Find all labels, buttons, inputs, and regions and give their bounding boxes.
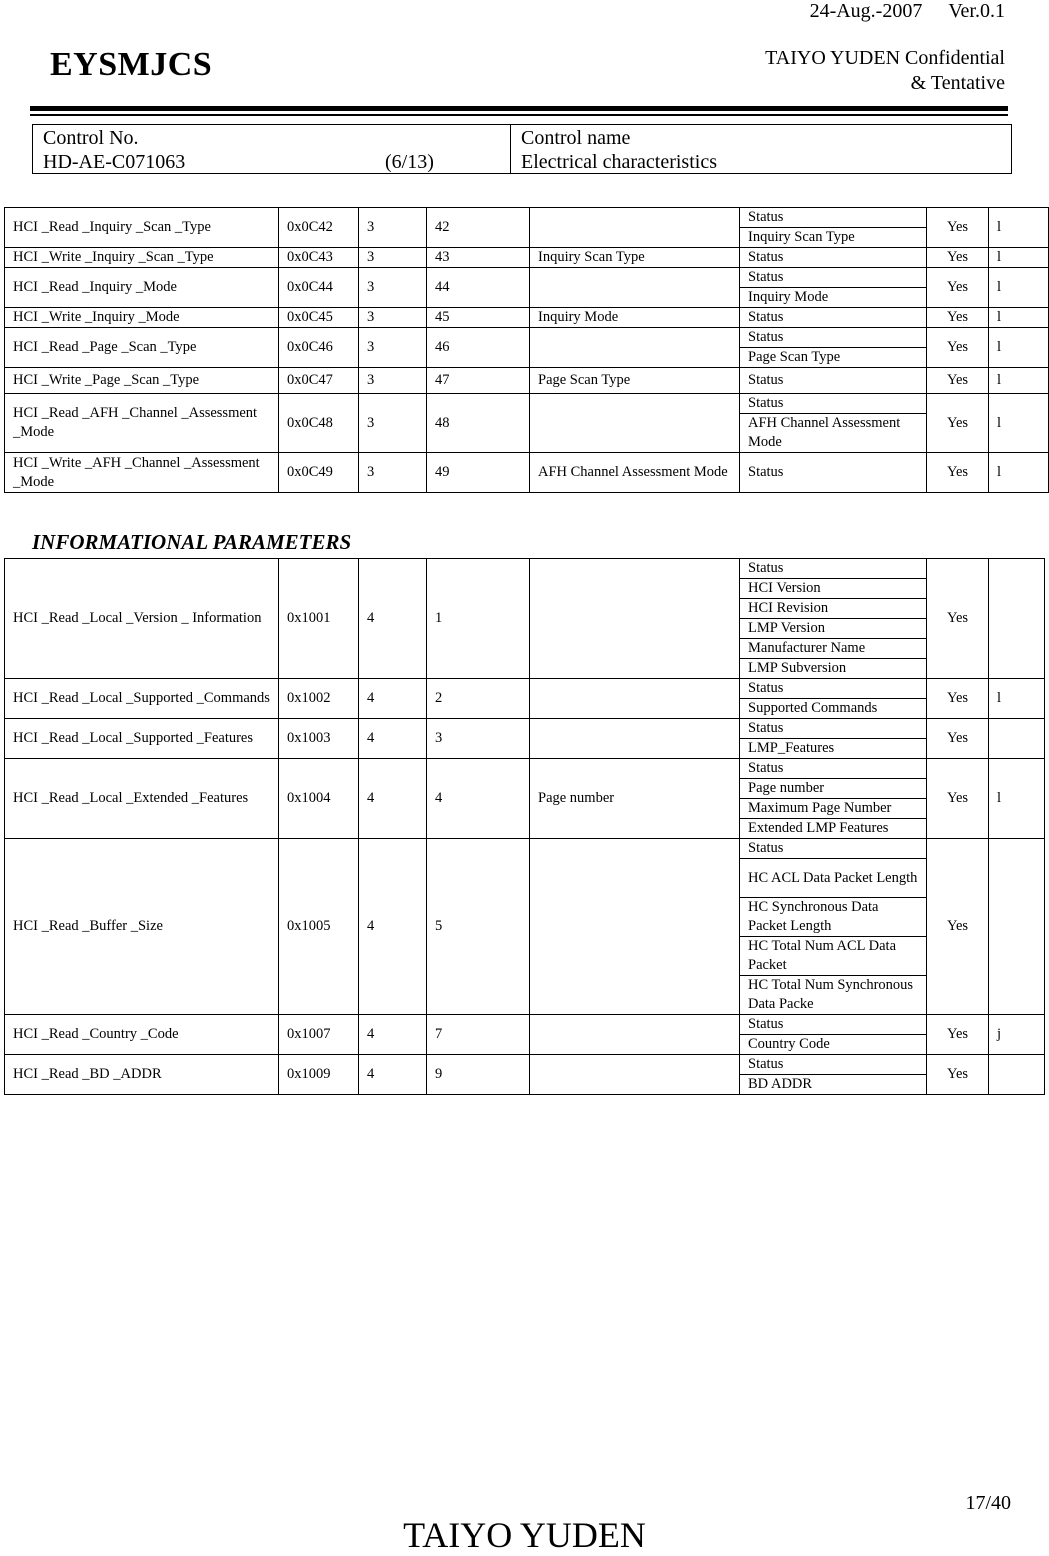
return-parameter: Status (740, 268, 927, 288)
return-parameter: Country Code (740, 1035, 927, 1055)
support-mark: l (989, 368, 1049, 394)
command-name: HCI _Read _AFH _Channel _Assessment _Mode (5, 394, 279, 453)
command-name: HCI _Read _Inquiry _Scan _Type (5, 208, 279, 248)
return-parameter: Extended LMP Features (740, 819, 927, 839)
ogf-group: 3 (359, 394, 427, 453)
return-parameter: Inquiry Scan Type (740, 228, 927, 248)
ocf-code: 0x0C42 (279, 208, 359, 248)
table-2-body (5, 559, 1045, 1095)
command-name: HCI _Read _Local _Supported _Commands (5, 679, 279, 719)
ogf-group: 3 (359, 308, 427, 328)
command-index: 1 (427, 559, 530, 679)
support-mark: l (989, 759, 1045, 839)
footer-company: TAIYO YUDEN (403, 1515, 646, 1555)
supported-flag: Yes (927, 759, 989, 839)
table-row (5, 394, 1049, 414)
return-parameter: Status (740, 368, 927, 394)
support-mark: l (989, 308, 1049, 328)
table-row (5, 839, 1045, 859)
table-1-body (5, 208, 1049, 493)
ogf-group: 4 (359, 759, 427, 839)
return-parameter: LMP_Features (740, 739, 927, 759)
ocf-code: 0x0C48 (279, 394, 359, 453)
command-parameter: Inquiry Mode (530, 308, 740, 328)
ocf-code: 0x0C45 (279, 308, 359, 328)
support-mark: l (989, 268, 1049, 308)
control-number-label: Control No. (43, 127, 139, 149)
command-name: HCI _Write _Inquiry _Mode (5, 308, 279, 328)
command-index: 2 (427, 679, 530, 719)
support-mark (989, 559, 1045, 679)
ocf-code: 0x1004 (279, 759, 359, 839)
command-parameter: Inquiry Scan Type (530, 248, 740, 268)
command-parameter (530, 839, 740, 1015)
header-rule-thin (30, 114, 1008, 116)
page-number: 17/40 (965, 1492, 1011, 1514)
ogf-group: 3 (359, 248, 427, 268)
command-parameter: Page Scan Type (530, 368, 740, 394)
supported-flag: Yes (927, 208, 989, 248)
command-name: HCI _Read _Page _Scan _Type (5, 328, 279, 368)
command-index: 43 (427, 248, 530, 268)
ocf-code: 0x1005 (279, 839, 359, 1015)
table-row (5, 1015, 1045, 1035)
command-parameter (530, 328, 740, 368)
table-row (5, 268, 1049, 288)
return-parameter: Status (740, 248, 927, 268)
supported-flag: Yes (927, 1055, 989, 1095)
command-parameter (530, 719, 740, 759)
return-parameter: LMP Version (740, 619, 927, 639)
command-parameter (530, 1055, 740, 1095)
command-index: 45 (427, 308, 530, 328)
section-title: INFORMATIONAL PARAMETERS (32, 530, 352, 554)
ogf-group: 3 (359, 328, 427, 368)
confidential-line-1: TAIYO YUDEN Confidential (765, 47, 1005, 69)
return-parameter: Manufacturer Name (740, 639, 927, 659)
command-name: HCI _Read _Local _Version _ Information (5, 559, 279, 679)
table-row (5, 719, 1045, 739)
ogf-group: 4 (359, 1015, 427, 1055)
command-name: HCI _Write _Inquiry _Scan _Type (5, 248, 279, 268)
command-name: HCI _Read _Local _Extended _Features (5, 759, 279, 839)
hci-commands-table-1 (4, 207, 1049, 493)
return-parameter: Status (740, 759, 927, 779)
command-index: 42 (427, 208, 530, 248)
support-mark: l (989, 208, 1049, 248)
control-name-value: Electrical characteristics (521, 151, 717, 173)
support-mark (989, 839, 1045, 1015)
return-parameter: AFH Channel Assessment Mode (740, 414, 927, 453)
command-name: HCI _Write _Page _Scan _Type (5, 368, 279, 394)
control-name-label: Control name (521, 127, 631, 149)
supported-flag: Yes (927, 839, 989, 1015)
return-parameter: Maximum Page Number (740, 799, 927, 819)
command-index: 49 (427, 453, 530, 493)
command-index: 46 (427, 328, 530, 368)
return-parameter: Status (740, 1055, 927, 1075)
ocf-code: 0x0C47 (279, 368, 359, 394)
command-name: HCI _Read _Local _Supported _Features (5, 719, 279, 759)
control-number-cell (33, 125, 511, 173)
command-name: HCI _Read _Buffer _Size (5, 839, 279, 1015)
control-box (32, 124, 1012, 174)
supported-flag: Yes (927, 248, 989, 268)
ocf-code: 0x1003 (279, 719, 359, 759)
support-mark: l (989, 328, 1049, 368)
ogf-group: 4 (359, 1055, 427, 1095)
company-code: EYSMJCS (50, 46, 213, 83)
command-parameter (530, 559, 740, 679)
supported-flag: Yes (927, 268, 989, 308)
control-page-fraction: (6/13) (385, 151, 434, 173)
table-row (5, 208, 1049, 228)
header-rule-thick (30, 106, 1008, 111)
table-row (5, 453, 1049, 493)
table-row (5, 1055, 1045, 1075)
return-parameter: Status (740, 394, 927, 414)
ocf-code: 0x1001 (279, 559, 359, 679)
return-parameter: Supported Commands (740, 699, 927, 719)
control-name-cell (511, 125, 727, 173)
control-number-value: HD-AE-C071063 (43, 151, 186, 173)
command-parameter: AFH Channel Assessment Mode (530, 453, 740, 493)
table-row (5, 328, 1049, 348)
command-parameter (530, 208, 740, 248)
return-parameter: HC Total Num ACL Data Packet (740, 937, 927, 976)
command-parameter (530, 1015, 740, 1055)
header-date-version (810, 0, 1005, 23)
command-index: 9 (427, 1055, 530, 1095)
ogf-group: 3 (359, 268, 427, 308)
supported-flag: Yes (927, 308, 989, 328)
return-parameter: Status (740, 453, 927, 493)
command-name: HCI _Read _Country _Code (5, 1015, 279, 1055)
ogf-group: 3 (359, 453, 427, 493)
command-index: 4 (427, 759, 530, 839)
command-index: 48 (427, 394, 530, 453)
command-index: 7 (427, 1015, 530, 1055)
return-parameter: Status (740, 679, 927, 699)
ogf-group: 4 (359, 719, 427, 759)
return-parameter: Inquiry Mode (740, 288, 927, 308)
ocf-code: 0x0C43 (279, 248, 359, 268)
return-parameter: HCI Version (740, 579, 927, 599)
hci-commands-table-2 (4, 558, 1045, 1095)
ocf-code: 0x0C46 (279, 328, 359, 368)
support-mark: l (989, 453, 1049, 493)
return-parameter: Status (740, 839, 927, 859)
table-row (5, 559, 1045, 579)
table-row (5, 368, 1049, 394)
table-row (5, 248, 1049, 268)
return-parameter: HC ACL Data Packet Length (740, 859, 927, 898)
ocf-code: 0x1002 (279, 679, 359, 719)
confidential-line-2: & Tentative (910, 72, 1005, 94)
support-mark: j (989, 1015, 1045, 1055)
ocf-code: 0x1007 (279, 1015, 359, 1055)
confidential-notice (765, 46, 1005, 96)
command-parameter (530, 394, 740, 453)
supported-flag: Yes (927, 394, 989, 453)
support-mark: l (989, 679, 1045, 719)
support-mark: l (989, 394, 1049, 453)
table-row (5, 759, 1045, 779)
supported-flag: Yes (927, 368, 989, 394)
command-index: 47 (427, 368, 530, 394)
return-parameter: Status (740, 308, 927, 328)
return-parameter: Status (740, 328, 927, 348)
ogf-group: 4 (359, 559, 427, 679)
command-index: 3 (427, 719, 530, 759)
header-version: Ver.0.1 (948, 0, 1005, 22)
command-parameter (530, 268, 740, 308)
command-name: HCI _Write _AFH _Channel _Assessment _Mode (5, 453, 279, 493)
command-name: HCI _Read _Inquiry _Mode (5, 268, 279, 308)
ogf-group: 4 (359, 679, 427, 719)
return-parameter: LMP Subversion (740, 659, 927, 679)
table-row (5, 308, 1049, 328)
support-mark (989, 1055, 1045, 1095)
return-parameter: Page number (740, 779, 927, 799)
supported-flag: Yes (927, 453, 989, 493)
ocf-code: 0x0C44 (279, 268, 359, 308)
command-parameter: Page number (530, 759, 740, 839)
return-parameter: HCI Revision (740, 599, 927, 619)
supported-flag: Yes (927, 719, 989, 759)
return-parameter: Status (740, 719, 927, 739)
return-parameter: HC Synchronous Data Packet Length (740, 898, 927, 937)
return-parameter: Page Scan Type (740, 348, 927, 368)
support-mark: l (989, 248, 1049, 268)
command-index: 44 (427, 268, 530, 308)
return-parameter: Status (740, 208, 927, 228)
support-mark (989, 719, 1045, 759)
supported-flag: Yes (927, 559, 989, 679)
ocf-code: 0x0C49 (279, 453, 359, 493)
header-date: 24-Aug.-2007 (809, 0, 923, 22)
ogf-group: 4 (359, 839, 427, 1015)
supported-flag: Yes (927, 1015, 989, 1055)
supported-flag: Yes (927, 679, 989, 719)
ocf-code: 0x1009 (279, 1055, 359, 1095)
return-parameter: BD ADDR (740, 1075, 927, 1095)
supported-flag: Yes (927, 328, 989, 368)
ogf-group: 3 (359, 208, 427, 248)
return-parameter: HC Total Num Synchronous Data Packe (740, 976, 927, 1015)
return-parameter: Status (740, 559, 927, 579)
ogf-group: 3 (359, 368, 427, 394)
command-parameter (530, 679, 740, 719)
command-name: HCI _Read _BD _ADDR (5, 1055, 279, 1095)
table-row (5, 679, 1045, 699)
return-parameter: Status (740, 1015, 927, 1035)
command-index: 5 (427, 839, 530, 1015)
